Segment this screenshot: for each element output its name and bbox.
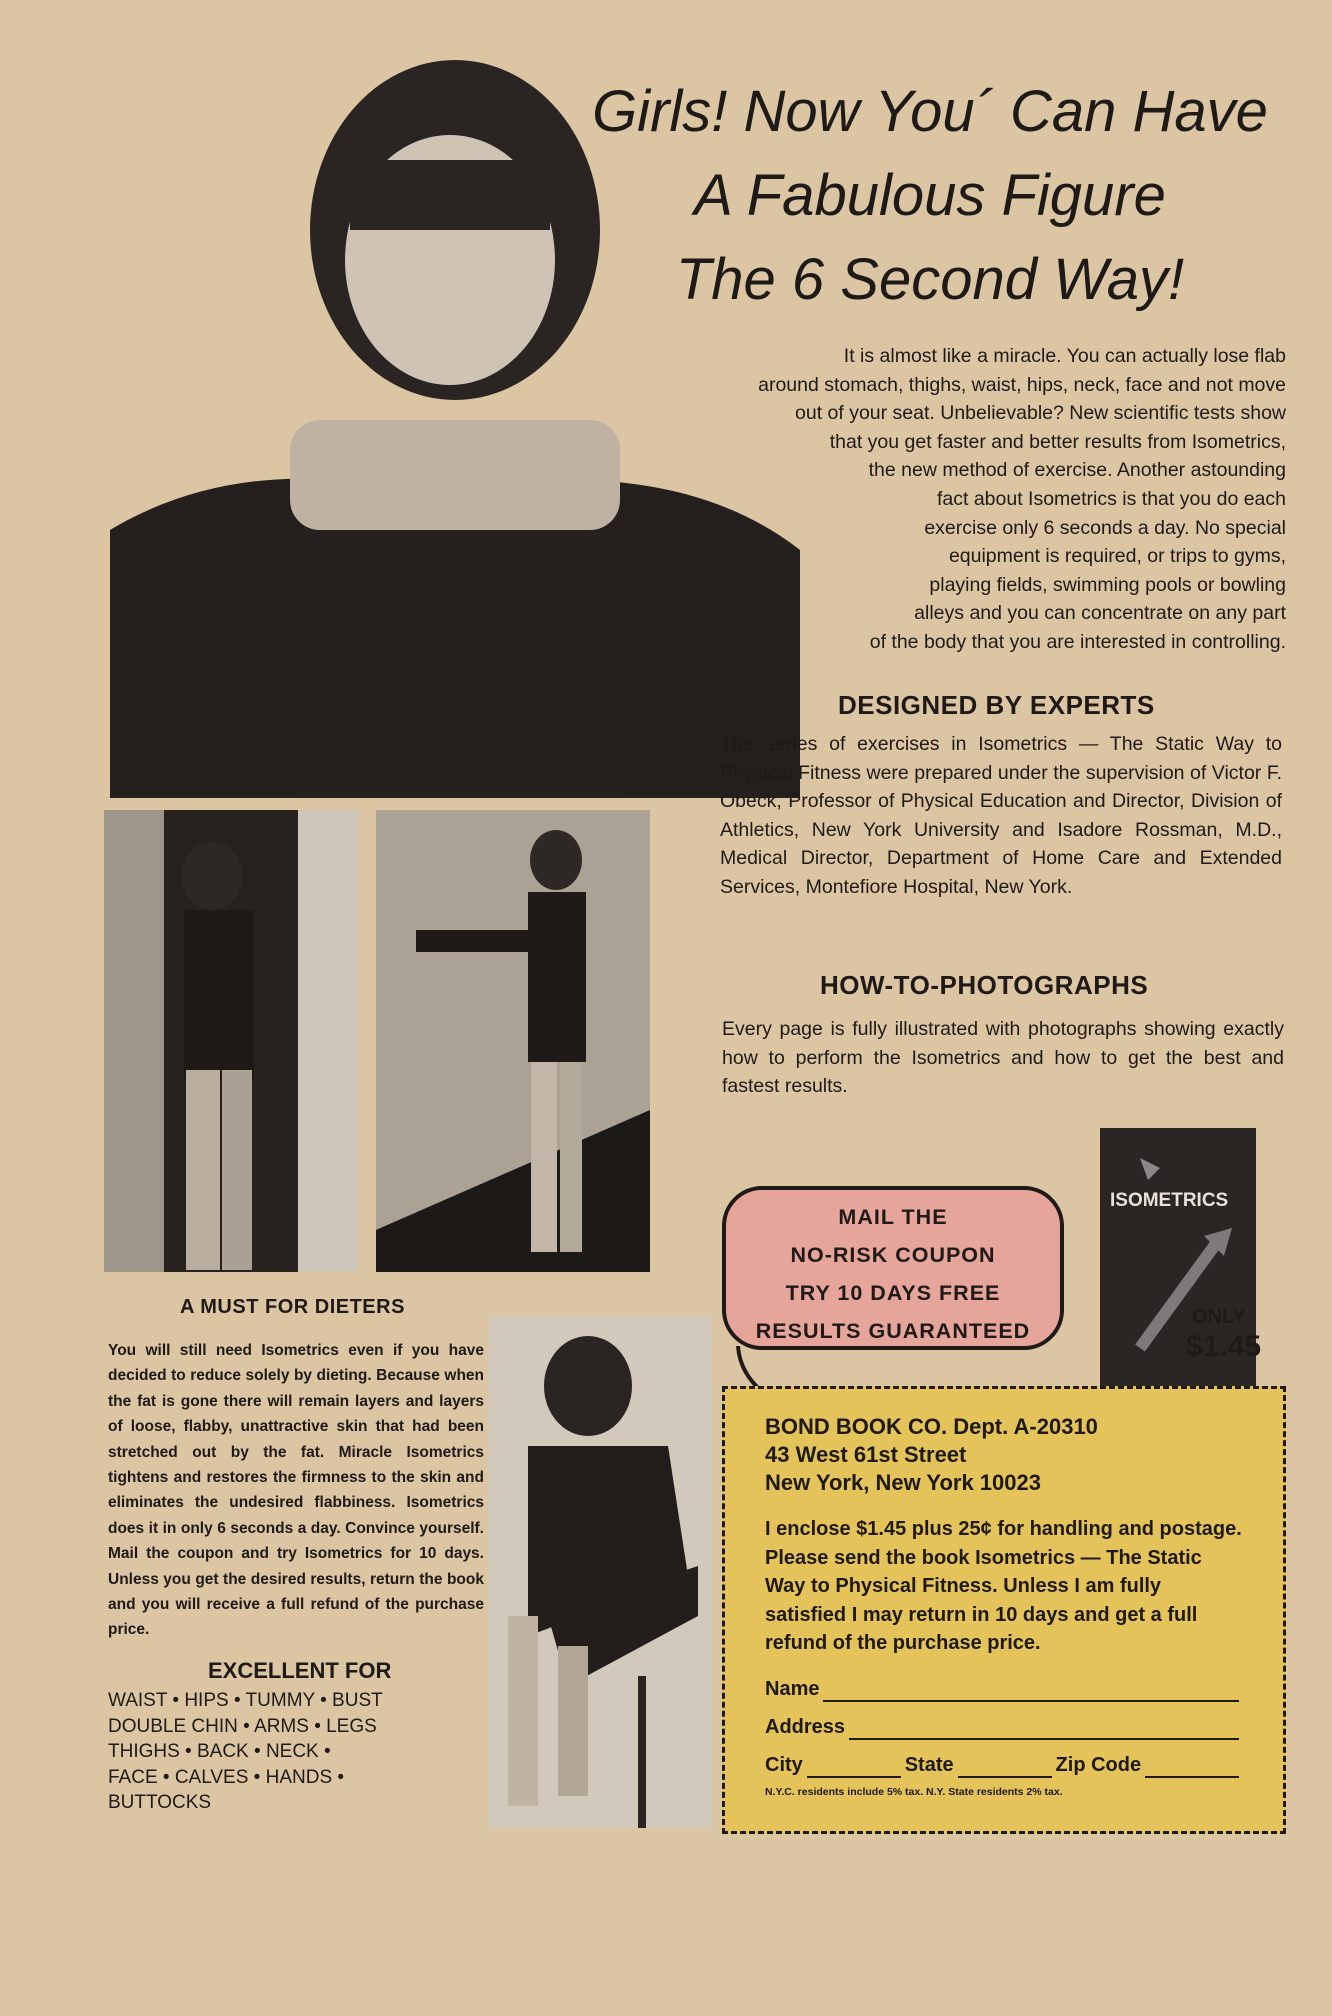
intro-line: around stomach, thighs, waist, hips, neck, face and not move [758, 373, 1286, 396]
excellent-line: DOUBLE CHIN • ARMS • LEGS [108, 1715, 377, 1737]
seated-woman-illustration [488, 1316, 712, 1828]
coupon-address-line: New York, New York 10023 [765, 1470, 1041, 1495]
coupon-text: I enclose $1.45 plus 25¢ for handling and postage. Please send the book Isometrics — The Static Way to Physical Fitness. Unless I am fully satisfied I may return in 10 days and get a full refund of the purchase price. [765, 1518, 1242, 1655]
photo-wall-push-exercise [376, 810, 650, 1272]
dieters-heading: A MUST FOR DIETERS [180, 1296, 405, 1318]
address-line[interactable] [849, 1737, 1239, 1740]
headline-line-2: A Fabulous Figure [694, 163, 1166, 228]
intro-line: It is almost like a miracle. You can actually lose flab [843, 345, 1286, 367]
door-exercise-illustration [104, 810, 358, 1272]
only-label: ONLY [1192, 1306, 1246, 1328]
name-field[interactable] [765, 1670, 1243, 1708]
book-title: ISOMETRICS [1110, 1190, 1229, 1211]
city-line[interactable] [807, 1775, 901, 1778]
wall-push-illustration [376, 810, 650, 1272]
no-risk-bubble [722, 1186, 1064, 1350]
howto-paragraph: Every page is fully illustrated with photographs showing exactly how to perform the Isometrics and how to get the best and fastest results. [722, 1018, 1284, 1098]
headline-line-3: The 6 Second Way! [675, 247, 1185, 312]
headline-line-1: Girls! Now You´ Can Have [592, 79, 1268, 144]
zip-line[interactable] [1145, 1775, 1239, 1778]
photo-door-exercise [104, 810, 358, 1272]
excellent-line: WAIST • HIPS • TUMMY • BUST [108, 1690, 383, 1711]
intro-line: playing fields, swimming pools or bowling [929, 573, 1286, 596]
intro-line: that you get faster and better results from Isometrics, [829, 430, 1286, 453]
coupon-form [765, 1670, 1243, 1784]
intro-line: of the body that you are interested in controlling. [869, 630, 1286, 653]
address-label: Address [765, 1715, 846, 1738]
excellent-list [108, 1688, 383, 1816]
excellent-line: FACE • CALVES • HANDS • [108, 1766, 345, 1788]
city-state-zip-field[interactable] [765, 1746, 1243, 1784]
excellent-line: THIGHS • BACK • NECK • [108, 1741, 331, 1762]
photo-seated-woman [488, 1316, 712, 1828]
order-coupon[interactable] [722, 1386, 1286, 1834]
intro-paragraph [630, 342, 1286, 657]
designed-heading: DESIGNED BY EXPERTS [838, 690, 1155, 720]
bubble-line: RESULTS GUARANTEED [755, 1319, 1031, 1343]
intro-line: equipment is required, or trips to gyms, [948, 545, 1286, 568]
dieters-paragraph: You will still need Isometrics even if you have decided to reduce solely by dieting. Because when the fat is gone there will remain layers and layers of loose, flabby, unattractive skin that had been stretched out by the fat. Miracle Isometrics tightens and restores the firmness to the skin and eliminates the undesired flabbiness. Isometrics does it in only 6 seconds a day. Convince yourself. Mail the coupon and try Isometrics for 10 days. Unless you get the desired results, return the book and you will receive a full refund of the purchase price. [108, 1342, 484, 1639]
intro-line: exercise only 6 seconds a day. No special [924, 516, 1286, 539]
excellent-heading: EXCELLENT FOR [208, 1658, 392, 1683]
coupon-address-line: 43 West 61st Street [765, 1442, 967, 1467]
intro-line: out of your seat. Unbelievable? New scientific tests show [795, 402, 1286, 425]
intro-line: the new method of exercise. Another astounding [868, 459, 1286, 482]
intro-line: alleys and you can concentrate on any part [914, 602, 1286, 625]
name-line[interactable] [823, 1699, 1239, 1702]
coupon-address-line: BOND BOOK CO. Dept. A-20310 [765, 1414, 1098, 1439]
zip-label: Zip Code [1055, 1753, 1142, 1776]
tax-note: N.Y.C. residents include 5% tax. N.Y. State residents 2% tax. [765, 1785, 1063, 1798]
bubble-line: NO-RISK COUPON [790, 1243, 996, 1267]
city-label: City [765, 1753, 803, 1776]
excellent-line: BUTTOCKS [108, 1792, 212, 1813]
state-label: State [904, 1753, 954, 1776]
name-label: Name [765, 1677, 820, 1700]
coupon-address [765, 1413, 1243, 1497]
state-line[interactable] [958, 1775, 1052, 1778]
headline [560, 70, 1300, 322]
address-field[interactable] [765, 1708, 1243, 1746]
book-price: $1.45 [1186, 1330, 1262, 1363]
bubble-line: MAIL THE [838, 1205, 948, 1229]
howto-heading: HOW-TO-PHOTOGRAPHS [820, 970, 1149, 1000]
bubble-line: TRY 10 DAYS FREE [785, 1281, 1001, 1305]
intro-line: fact about Isometrics is that you do each [936, 487, 1286, 510]
designed-paragraph: The series of exercises in Isometrics — The Static Way to Physical Fitness were prepared under the supervision of Victor F. Obeck, Professor of Physical Education and Director, Division of Athletics, New York University and Isadore Rossman, M.D., Medical Director, Department of Home Care and Extended Services, Montefiore Hospital, New York. [720, 733, 1282, 898]
